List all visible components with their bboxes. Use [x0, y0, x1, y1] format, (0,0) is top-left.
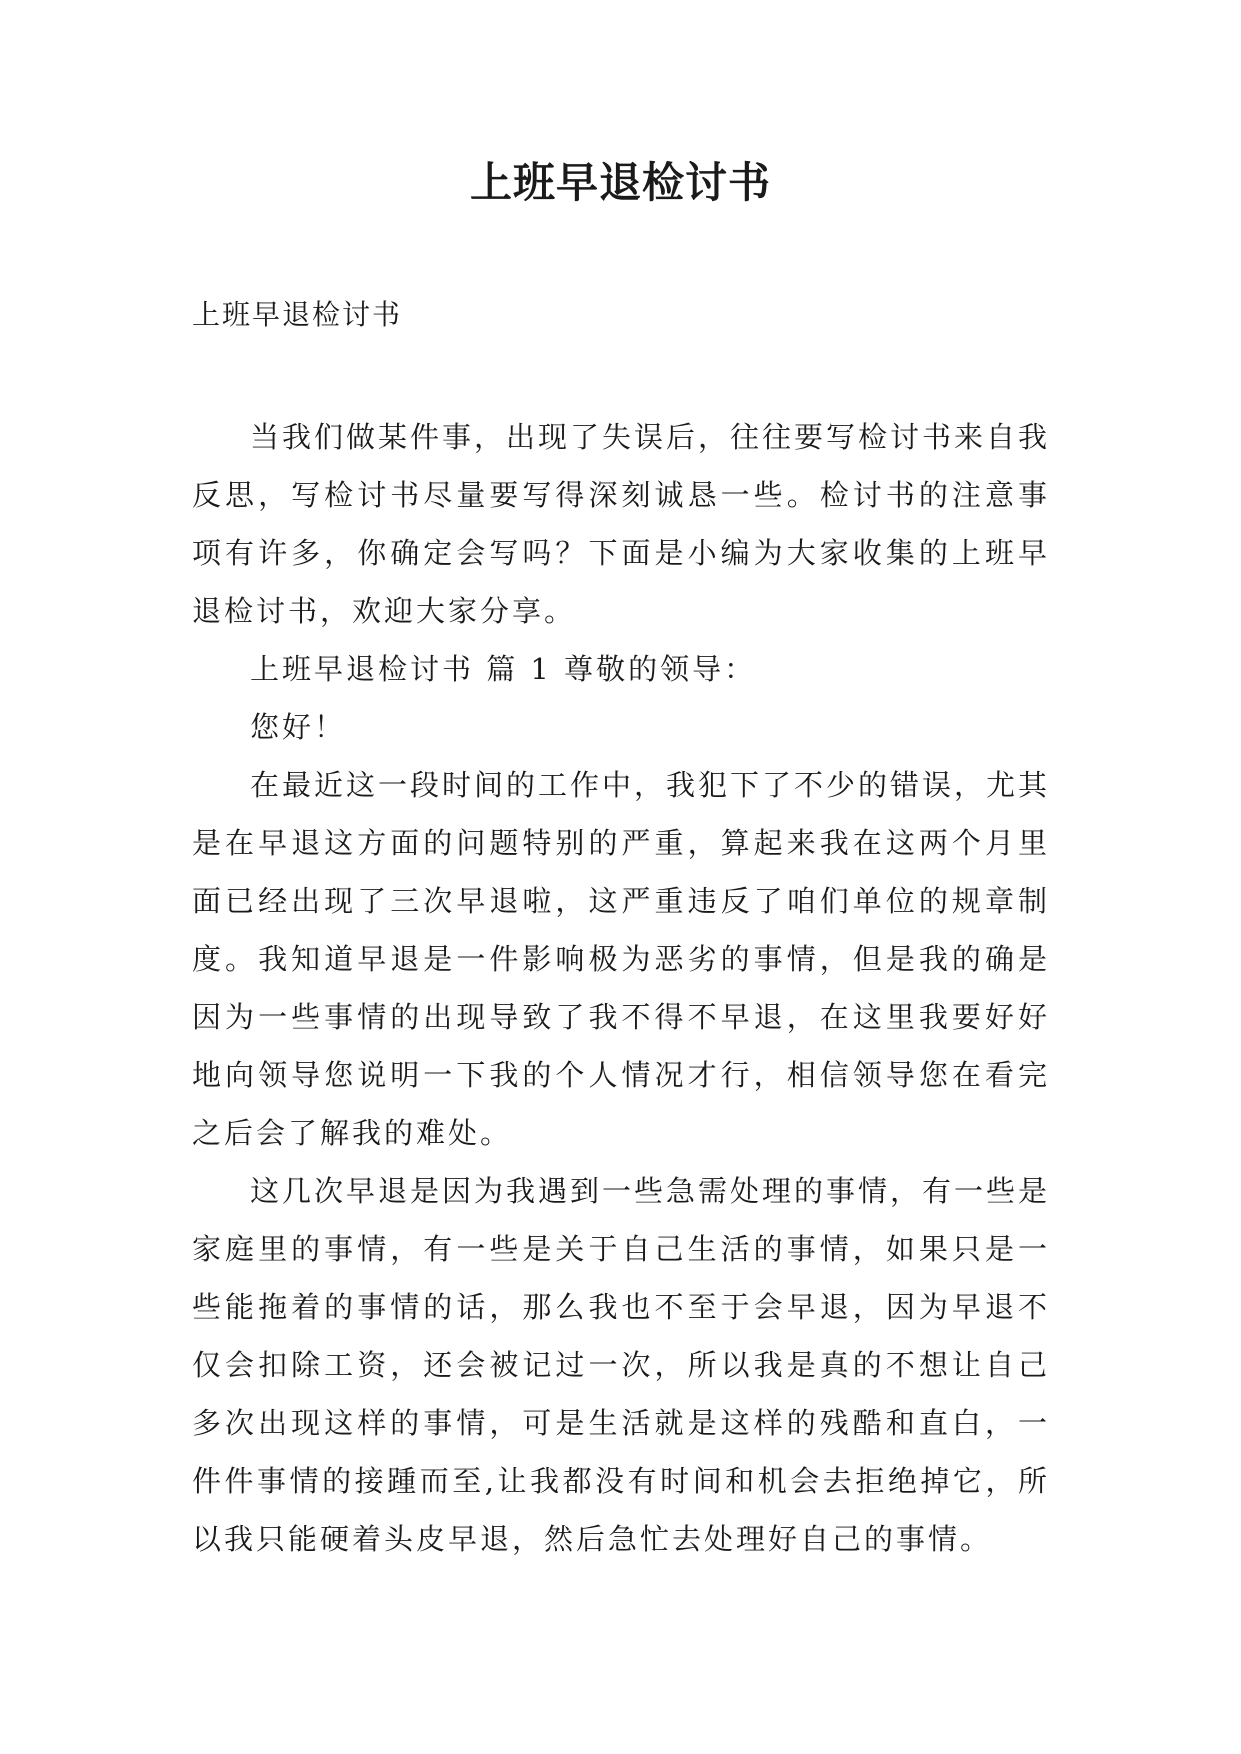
- paragraph-heading-salutation: 上班早退检讨书 篇 1 尊敬的领导：: [250, 652, 757, 686]
- document-title: 上班早退检讨书: [469, 158, 771, 207]
- document-body: [192, 408, 1050, 1568]
- paragraph-intro: 当我们做某件事，出现了失误后，往往要写检讨书来自我反思，写检讨书尽量要写得深刻诚恳一些。检讨书的注意事项有许多，你确定会写吗？下面是小编为大家收集的上班早退检讨书，欢迎大家分享。: [192, 420, 1051, 628]
- paragraph-greeting: 您好！: [250, 710, 347, 744]
- document-subtitle: 上班早退检讨书: [192, 298, 403, 331]
- paragraph-body-2: 这几次早退是因为我遇到一些急需处理的事情，有一些是家庭里的事情，有一些是关于自己生活的事情，如果只是一些能拖着的事情的话，那么我也不至于会早退，因为早退不仅会扣除工资，还会被记过一次，所以我是真的不想让自己多次出现这样的事情，可是生活就是这样的残酷和直白，一件件事情的接踵而至,让我都没有时间和机会去拒绝掉它，所以我只能硬着头皮早退，然后急忙去处理好自己的事情。: [192, 1174, 1051, 1556]
- paragraph-body-1: 在最近这一段时间的工作中，我犯下了不少的错误，尤其是在早退这方面的问题特别的严重，算起来我在这两个月里面已经出现了三次早退啦，这严重违反了咱们单位的规章制度。我知道早退是一件影响极为恶劣的事情，但是我的确是因为一些事情的出现导致了我不得不早退，在这里我要好好地向领导您说明一下我的个人情况才行，相信领导您在看完之后会了解我的难处。: [192, 768, 1051, 1150]
